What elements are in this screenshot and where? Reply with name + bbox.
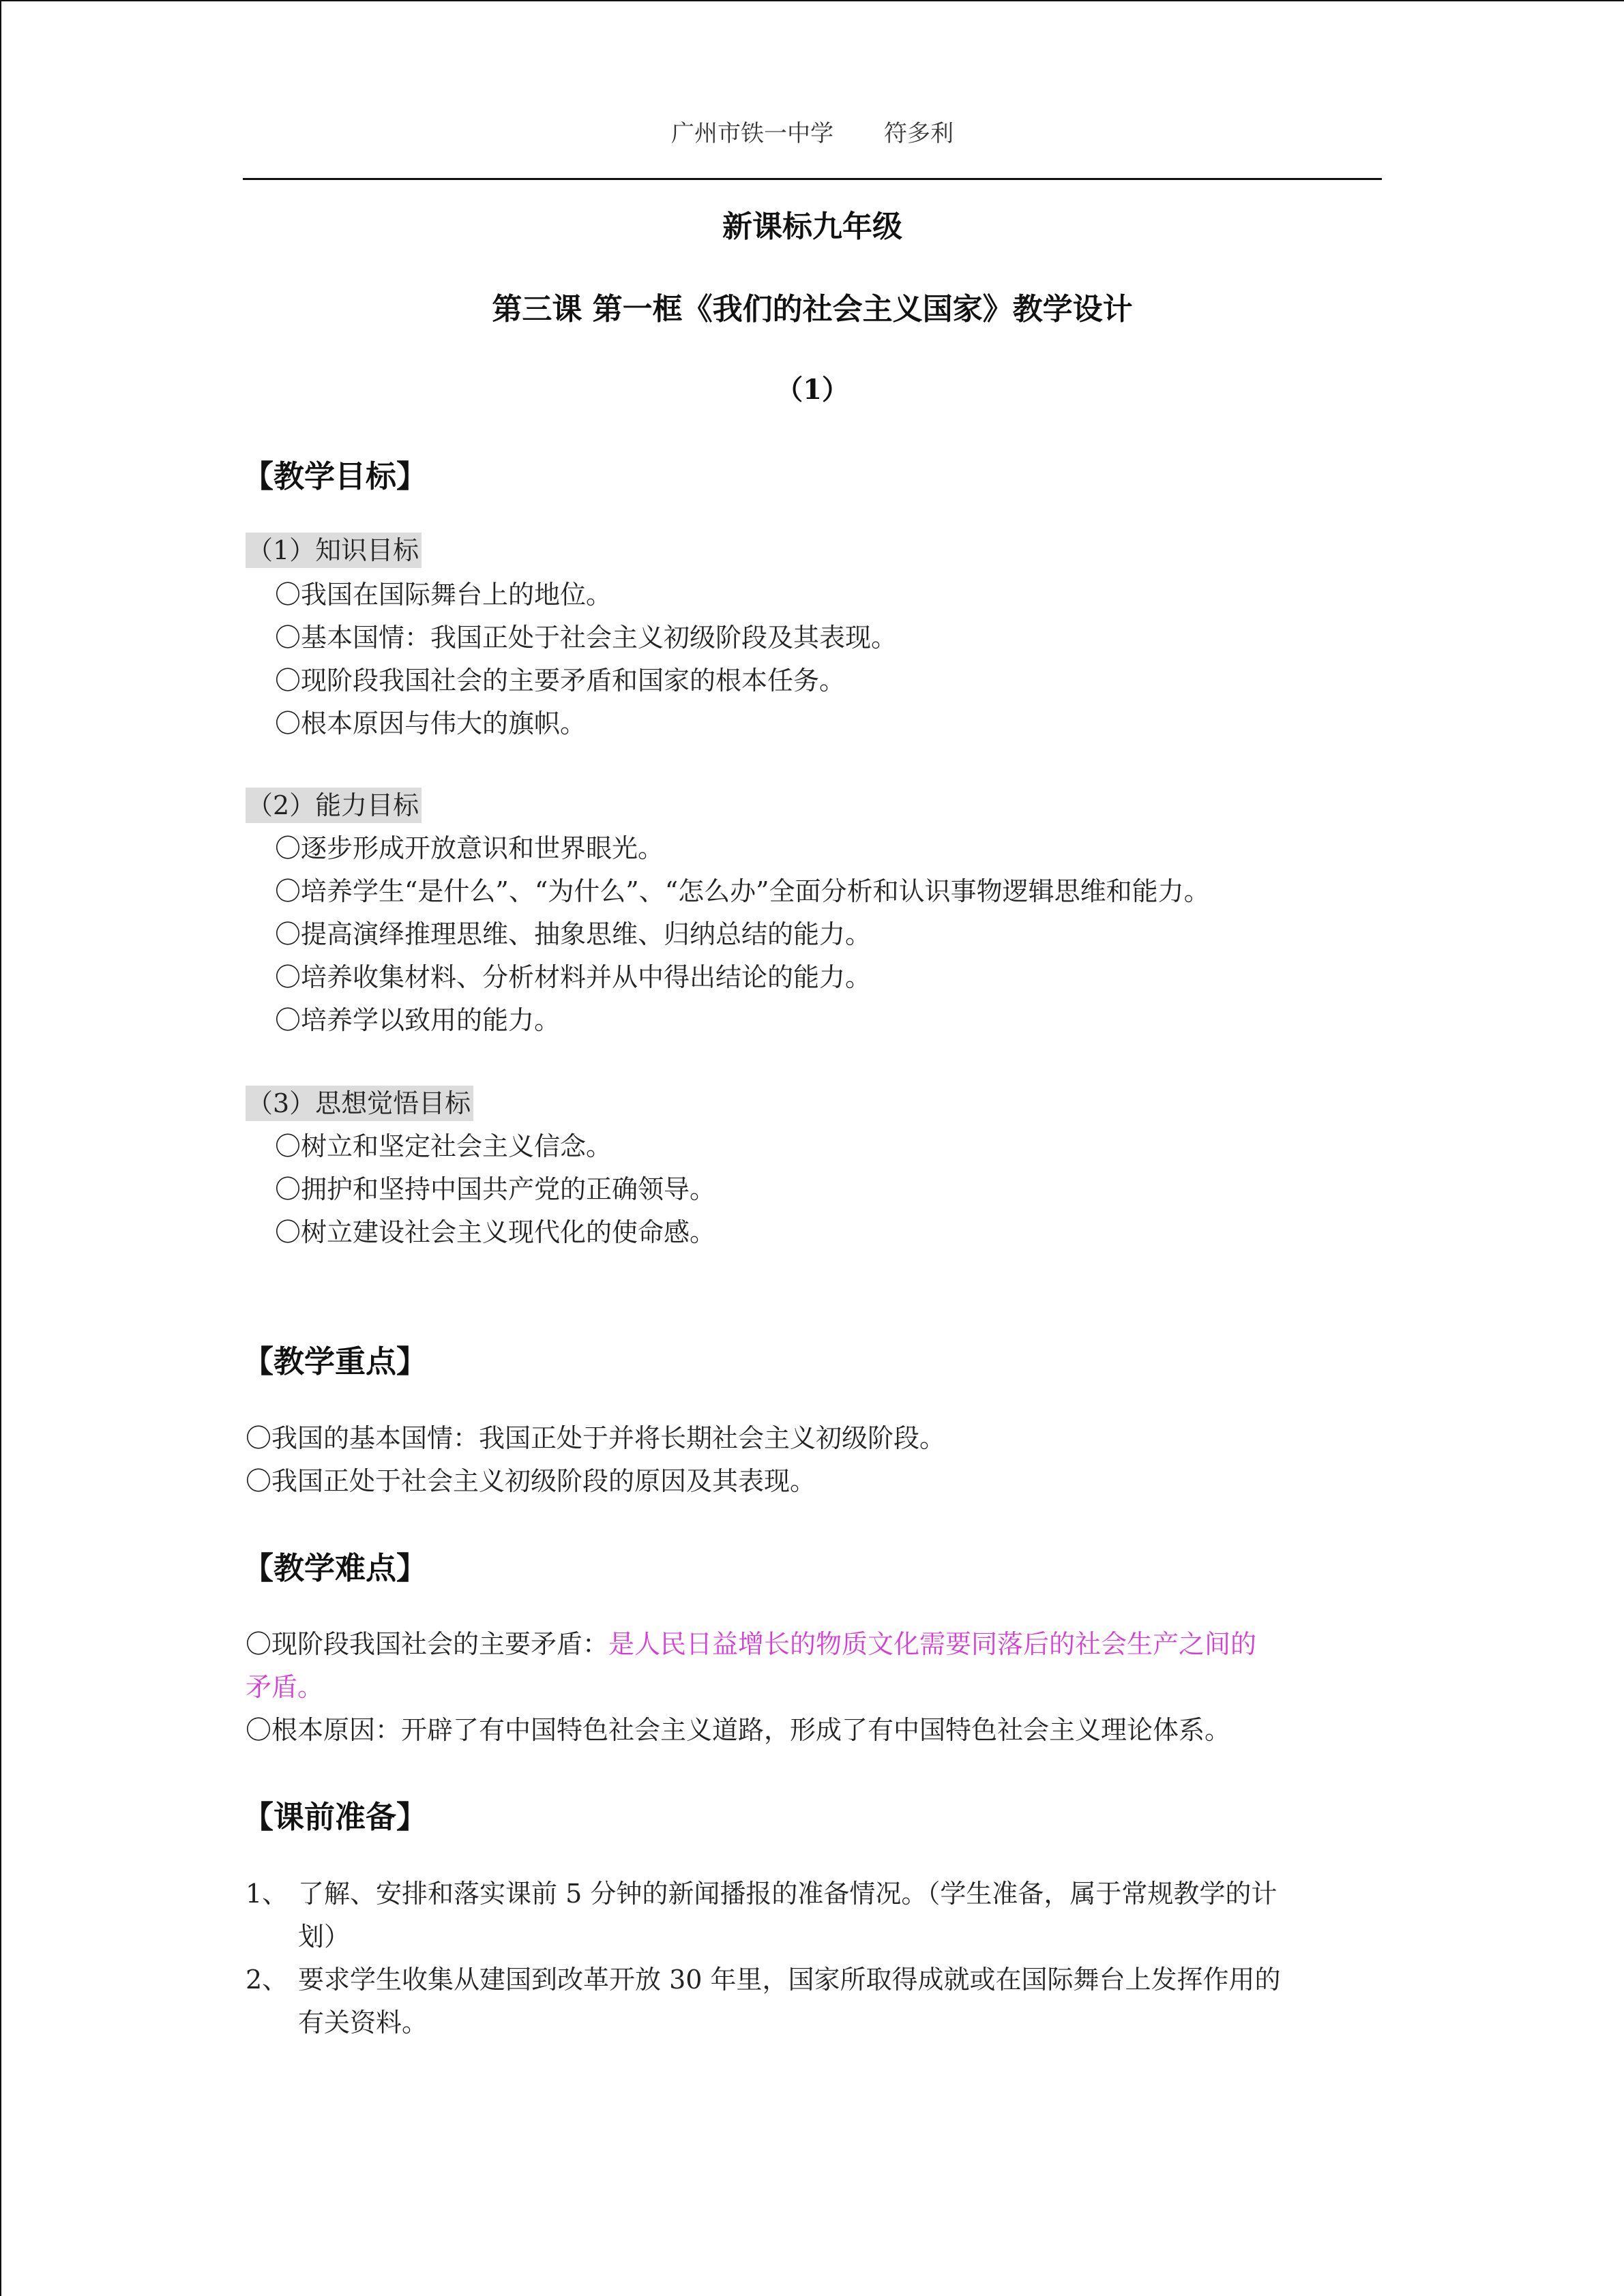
- list-item: 〇根本原因：开辟了有中国特色社会主义道路，形成了有中国特色社会主义理论体系。: [246, 1715, 1231, 1745]
- list-item: 〇培养学以致用的能力。: [275, 1005, 561, 1035]
- list-item: 〇逐步形成开放意识和世界眼光。: [275, 833, 664, 863]
- ability-goal-label: （2）能力目标: [246, 788, 422, 823]
- highlighted-text: 矛盾。: [246, 1672, 324, 1702]
- part-number: （1）: [776, 374, 849, 406]
- list-item: 〇我国在国际舞台上的地位。: [275, 580, 612, 610]
- list-item: 〇我国正处于社会主义初级阶段的原因及其表现。: [246, 1466, 816, 1496]
- grade-title: 新课标九年级: [722, 209, 902, 244]
- list-item: 〇拥护和坚持中国共产党的正确领导。: [275, 1174, 716, 1204]
- numbered-item-text: 划）: [298, 1922, 351, 1952]
- author-name: 符多利: [884, 120, 954, 147]
- list-item: 〇树立建设社会主义现代化的使命感。: [275, 1217, 716, 1247]
- list-item: [246, 1626, 1256, 1662]
- numbered-item-text: 要求学生收集从建国到改革开放 30 年里，国家所取得成就或在国际舞台上发挥作用的: [298, 1965, 1281, 1995]
- list-item: 〇培养收集材料、分析材料并从中得出结论的能力。: [275, 962, 872, 992]
- section-heading-preparation: 【课前准备】: [243, 1799, 428, 1835]
- list-item: 〇现阶段我国社会的主要矛盾和国家的根本任务。: [275, 666, 846, 696]
- lesson-title: 第三课 第一框《我们的社会主义国家》教学设计: [492, 292, 1133, 327]
- highlighted-text: 是人民日益增长的物质文化需要同落后的社会生产之间的: [608, 1629, 1257, 1659]
- list-item: 〇树立和坚定社会主义信念。: [275, 1131, 612, 1161]
- school-name: 广州市铁一中学: [671, 120, 833, 147]
- list-item: 〇基本国情：我国正处于社会主义初级阶段及其表现。: [275, 623, 898, 653]
- section-heading-goals: 【教学目标】: [243, 458, 428, 494]
- section-heading-difficulties: 【教学难点】: [243, 1550, 428, 1586]
- difficulty-prefix: 〇现阶段我国社会的主要矛盾：: [246, 1629, 609, 1659]
- ideology-goal-label: （3）思想觉悟目标: [246, 1086, 473, 1121]
- section-heading-key-points: 【教学重点】: [243, 1343, 428, 1380]
- header-rule: [243, 178, 1382, 180]
- list-item: 〇培养学生“是什么”、“为什么”、“怎么办”全面分析和认识事物逻辑思维和能力。: [275, 876, 1210, 906]
- list-item: 〇我国的基本国情：我国正处于并将长期社会主义初级阶段。: [246, 1423, 946, 1453]
- numbered-item-number: 1、: [246, 1879, 289, 1909]
- list-item: 〇提高演绎推理思维、抽象思维、归纳总结的能力。: [275, 919, 872, 949]
- numbered-item-text: 了解、安排和落实课前 5 分钟的新闻播报的准备情况。（学生准备，属于常规教学的计: [298, 1879, 1278, 1909]
- numbered-item-number: 2、: [246, 1965, 289, 1995]
- knowledge-goal-label: （1）知识目标: [246, 533, 422, 568]
- numbered-item-text: 有关资料。: [298, 2008, 428, 2038]
- page-header: [243, 115, 1382, 148]
- list-item: 〇根本原因与伟大的旗帜。: [275, 709, 587, 739]
